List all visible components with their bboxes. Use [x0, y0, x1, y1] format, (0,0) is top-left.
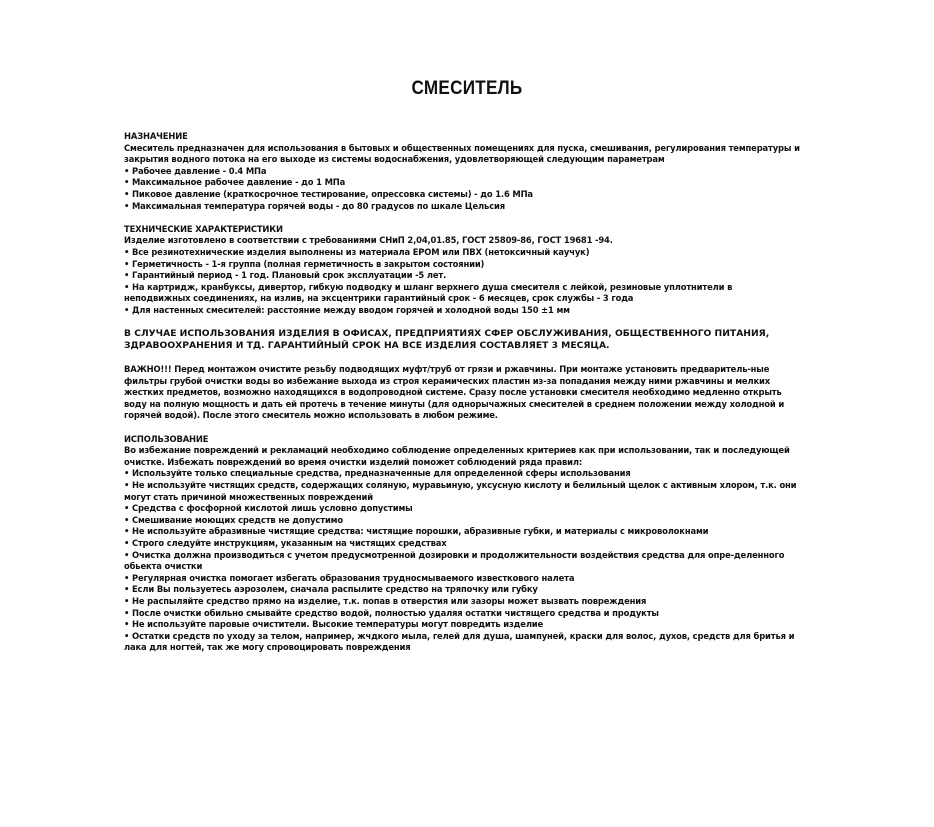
list-item: • Гарантийный период - 1 год. Плановый срок эксплуатации -5 лет.: [124, 270, 800, 282]
section-heading: НАЗНАЧЕНИЕ: [124, 131, 188, 141]
list-item: • Не используйте паровые очистители. Высокие температуры могут повредить изделие: [124, 619, 800, 631]
list-item: • Очистка должна производиться с учетом предусмотренной дозировки и продолжительности воздействия средства для опре-деленного обьекта очистки: [124, 550, 800, 573]
list-item: • После очистки обильно смывайте средство водой, полностью удаляя остатки чистящего средства и продукты: [124, 608, 800, 620]
list-item: • Строго следуйте инструкциям, указанным на чистящих средствах: [124, 538, 800, 550]
list-item: • Все резинотехнические изделия выполнены из материала EPOM или ПВХ (нетоксичный каучук): [124, 247, 800, 259]
list-item: • Для настенных смесителей: расстояние между вводом горячей и холодной воды 150 ±1 мм: [124, 305, 800, 317]
section-purpose: [124, 131, 800, 212]
paragraph: Изделие изготовлено в соответствии с требованиями СНиП 2,04,01.85, ГОСТ 25809-86, ГОСТ 19681 -94.: [124, 235, 613, 246]
list-item: • Средства с фосфорной кислотой лишь условно допустимы: [124, 503, 800, 515]
paragraph: Смеситель предназначен для использования в бытовых и общественных помещениях для пуска, смешивания, регулирования температуры и закрытия водного потока на его выходе из системы водоснабжения, удовлетворяющей следующим параметрам: [124, 142, 800, 165]
list-item: • Используйте только специальные средства, предназначенные для определенной сферы использования: [124, 468, 800, 480]
section-heading: ИСПОЛЬЗОВАНИЕ: [124, 433, 209, 444]
list-item: • Не распыляйте средство прямо на изделие, т.к. попав в отверстия или зазоры может вызвать повреждения: [124, 596, 800, 608]
section-usage: [124, 434, 800, 654]
warranty-notice: В СЛУЧАЕ ИСПОЛЬЗОВАНИЯ ИЗДЕЛИЯ В ОФИСАХ, ПРЕДПРИЯТИЯХ СФЕР ОБСЛУЖИВАНИЯ, ОБЩЕСТВЕННОГО ПИТАНИЯ, ЗДРАВООХРАНЕНИЯ И ТД. ГАРАНТИЙНЫЙ СРОК НА ВСЕ ИЗДЕЛИЯ СОСТАВЛЯЕТ 3 МЕСЯЦА.: [124, 328, 770, 352]
section-specs: [124, 224, 800, 317]
section-heading: ТЕХНИЧЕСКИЕ ХАРАКТЕРИСТИКИ: [124, 223, 283, 234]
section-warranty-notice: [124, 328, 800, 352]
page-title: СМЕСИТЕЛЬ: [411, 78, 523, 99]
list-item: • Не используйте абразивные чистящие средства: чистящие порошки, абразивные губки, и материалы с микроволокнами: [124, 526, 800, 538]
paragraph: Во избежание повреждений и рекламаций необходимо соблюдение определенных критериев как при использовании, так и последующей очистке. Избежать повреждений во время очистки изделий поможет соблюдений ряда правил:: [124, 445, 790, 467]
list-item: • Максимальная температура горячей воды - до 80 градусов по шкале Цельсия: [124, 201, 800, 213]
list-item: • Смешивание моющих средств не допустимо: [124, 515, 800, 527]
section-important: [124, 364, 800, 422]
list-item: • Герметичность - 1-я группа (полная герметичность в закрытом состоянии): [124, 259, 800, 271]
list-item: • Не используйте чистящих средств, содержащих соляную, муравьиную, уксусную кислоту и белильный щелок с активным хлором, т.к. они могут стать причиной множественных повреждений: [124, 480, 800, 503]
important-note: ВАЖНО!!! Перед монтажом очистите резьбу подводящих муфт/труб от грязи и ржавчины. При монтаже установить предваритель-ные фильтры грубой очистки воды во избежание выхода из строя керамических пластин из-за попадания между ними ржавчины и мелких жестких предметов, возможно находящихся в водопроводной системе. Сразу после установки смесителя необходимо медленно открыть воду на полную мощность и дать ей протечь в течение минуты (для однорычажных смесителей в среднем положении между холодной и горячей водой). После этого смеситель можно использовать в любом режиме.: [124, 364, 785, 421]
list-item: • Остатки средств по уходу за телом, например, жчдкого мыла, гелей для душа, шампуней, краски для волос, духов, средств для бритья и лака для ногтей, так же могу спровоцировать повреждения: [124, 631, 800, 654]
list-item: • Рабочее давление - 0.4 МПа: [124, 166, 800, 178]
document-body: [124, 131, 800, 666]
list-item: • На картридж, кранбуксы, дивертор, гибкую подводку и шланг верхнего душа смесителя с лейкой, резиновые уплотнители в неподвижных соединениях, на излив, на эксцентрики гарантийный срок - 6 месяцев, срок службы - 3 года: [124, 282, 800, 305]
list-item: • Если Вы пользуетесь аэрозолем, сначала распылите средство на тряпочку или губку: [124, 584, 800, 596]
list-item: • Максимальное рабочее давление - до 1 МПа: [124, 177, 800, 189]
list-item: • Пиковое давление (краткосрочное тестирование, опрессовка системы) - до 1.6 МПа: [124, 189, 800, 201]
list-item: • Регулярная очистка помогает избегать образования трудносмываемого известкового налета: [124, 573, 800, 585]
